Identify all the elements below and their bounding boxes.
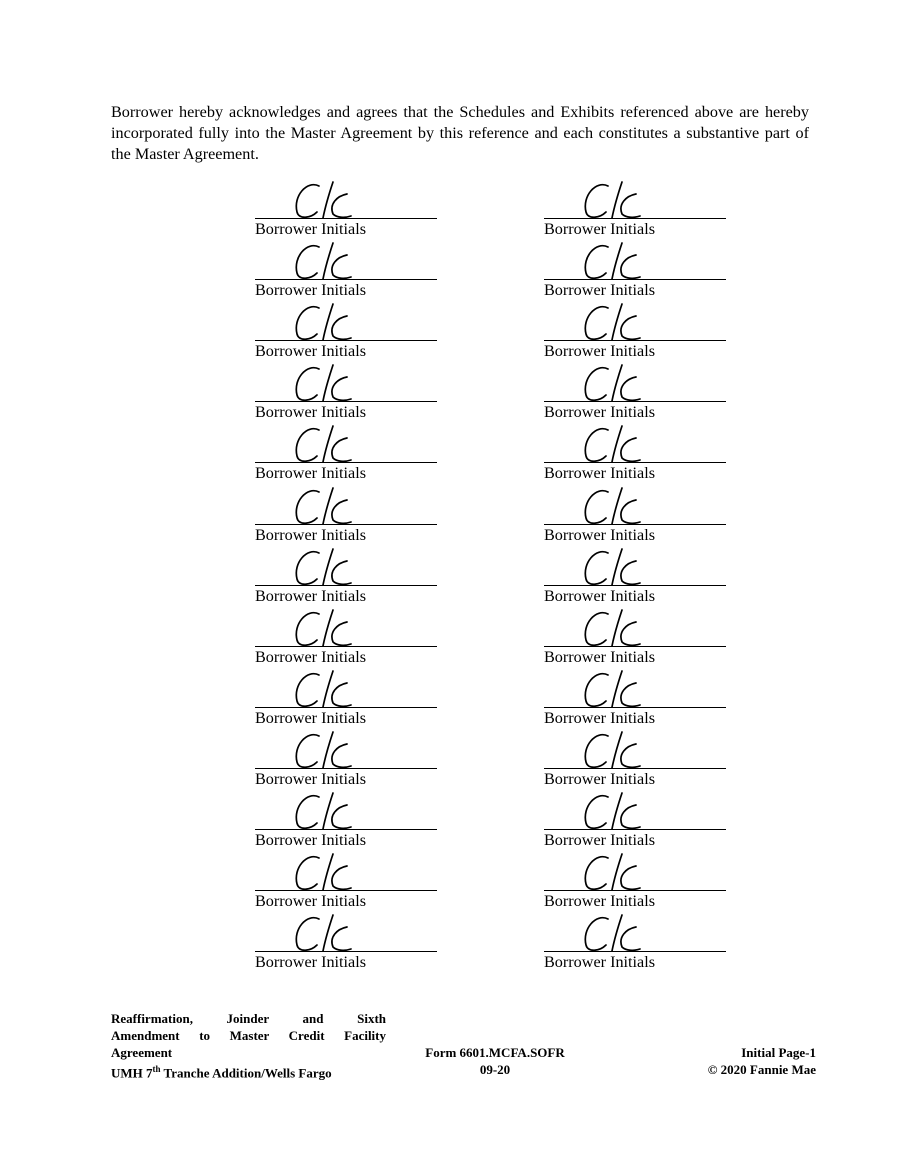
borrower-initials-label: Borrower Initials <box>544 281 656 300</box>
borrower-initials-label: Borrower Initials <box>255 525 367 544</box>
page-number: Initial Page-1 <box>741 1045 816 1060</box>
borrower-initials-right-13 <box>544 923 726 973</box>
handwritten-initials-icon <box>574 842 674 900</box>
handwritten-initials-icon <box>285 842 385 900</box>
borrower-initials-label: Borrower Initials <box>544 220 656 238</box>
borrower-initials-label: Borrower Initials <box>255 403 367 422</box>
handwritten-initials-icon <box>285 903 385 961</box>
borrower-initials-label: Borrower Initials <box>255 220 367 238</box>
handwritten-initials-icon <box>574 781 674 839</box>
form-number: Form 6601.MCFA.SOFR <box>425 1045 565 1060</box>
borrower-initials-label: Borrower Initials <box>255 342 367 361</box>
borrower-initials-label: Borrower Initials <box>544 586 656 605</box>
footer-page-info <box>640 1044 816 1078</box>
borrower-initials-label: Borrower Initials <box>255 281 367 300</box>
footer-title-line-3: Agreement <box>111 1045 173 1060</box>
handwritten-initials-icon <box>574 292 674 350</box>
footer-document-title <box>111 1010 386 1081</box>
handwritten-initials-icon <box>574 476 674 534</box>
handwritten-initials-icon <box>285 353 385 411</box>
handwritten-initials-icon <box>285 720 385 778</box>
borrower-initials-label: Borrower Initials <box>544 647 656 666</box>
borrower-initials-label: Borrower Initials <box>255 831 367 849</box>
borrower-initials-label: Borrower Initials <box>255 892 367 911</box>
handwritten-initials-icon <box>285 781 385 839</box>
handwritten-initials-icon <box>574 170 674 228</box>
borrower-initials-label: Borrower Initials <box>544 464 656 483</box>
handwritten-initials-icon <box>285 170 385 228</box>
handwritten-initials-icon <box>285 414 385 472</box>
footer-form-number <box>405 1044 585 1078</box>
handwritten-initials-icon <box>574 537 674 595</box>
borrower-initials-label: Borrower Initials <box>255 586 367 605</box>
handwritten-initials-icon <box>285 231 385 289</box>
handwritten-initials-icon <box>574 414 674 472</box>
handwritten-initials-icon <box>285 598 385 656</box>
copyright: © 2020 Fannie Mae <box>707 1062 816 1077</box>
borrower-initials-label: Borrower Initials <box>255 708 367 727</box>
borrower-initials-label: Borrower Initials <box>544 525 656 544</box>
borrower-initials-label: Borrower Initials <box>544 403 656 422</box>
footer-title-line-1: Reaffirmation, Joinder and Sixth <box>111 1011 386 1026</box>
handwritten-initials-icon <box>285 537 385 595</box>
acknowledgement-paragraph: Borrower hereby acknowledges and agrees that the Schedules and Exhibits referenced above are hereby incorporated fully into the Master Agreement by this reference and each constitutes a substantive part of the Master Agreement. <box>111 103 809 163</box>
handwritten-initials-icon <box>285 659 385 717</box>
borrower-initials-label: Borrower Initials <box>544 769 656 788</box>
handwritten-initials-icon <box>574 659 674 717</box>
borrower-initials-left-13 <box>255 923 437 973</box>
handwritten-initials-icon <box>574 598 674 656</box>
borrower-initials-label: Borrower Initials <box>544 831 656 849</box>
handwritten-initials-icon <box>574 720 674 778</box>
handwritten-initials-icon <box>574 353 674 411</box>
footer-title-line-2: Amendment to Master Credit Facility <box>111 1028 386 1043</box>
footer-title-line-4: UMH 7th Tranche Addition/Wells Fargo <box>111 1064 332 1081</box>
borrower-initials-label: Borrower Initials <box>544 708 656 727</box>
handwritten-initials-icon <box>574 903 674 961</box>
handwritten-initials-icon <box>285 476 385 534</box>
borrower-initials-label: Borrower Initials <box>544 342 656 361</box>
handwritten-initials-icon <box>574 231 674 289</box>
borrower-initials-label: Borrower Initials <box>255 464 367 483</box>
borrower-initials-label: Borrower Initials <box>544 892 656 911</box>
borrower-initials-label: Borrower Initials <box>255 769 367 788</box>
borrower-initials-label: Borrower Initials <box>255 647 367 666</box>
handwritten-initials-icon <box>285 292 385 350</box>
form-date: 09-20 <box>479 1062 511 1077</box>
borrower-initials-label: Borrower Initials <box>255 953 367 972</box>
borrower-initials-label: Borrower Initials <box>544 953 656 972</box>
